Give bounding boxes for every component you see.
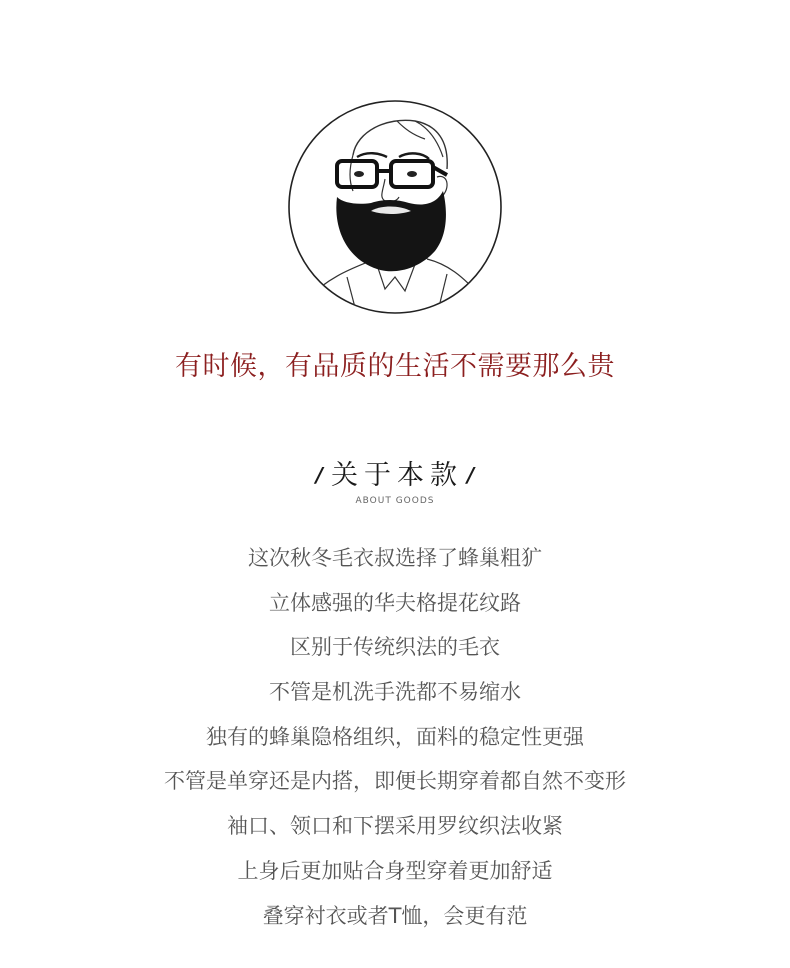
slash-right: / [467,463,475,487]
section-title: 关于本款 [331,460,463,491]
section-heading [0,455,790,496]
slash-left: / [315,463,323,487]
description-line: 不管是机洗手洗都不易缩水 [269,680,521,705]
description-line: 区别于传统织法的毛衣 [290,635,500,660]
description-line: 独有的蜂巢隐格组织，面料的稳定性更强 [206,724,584,749]
description-line: 这次秋冬毛衣叔选择了蜂巢粗犷 [248,546,542,570]
description-line: 袖口、领口和下摆采用罗纹织法收紧 [227,814,563,839]
description-list [0,536,790,938]
section-subtitle: ABOUT GOODS [355,496,435,506]
description-line: 叠穿衬衣或者T恤，会更有范 [262,903,528,928]
description-line: 不管是单穿还是内搭，即便长期穿着都自然不变形 [164,769,626,794]
description-line: 立体感强的华夫格提花纹路 [269,590,521,615]
tagline: 有时候，有品质的生活不需要那么贵 [175,351,615,382]
bearded-man-portrait [287,99,503,315]
description-line: 上身后更加贴合身型穿着更加舒适 [237,858,553,883]
